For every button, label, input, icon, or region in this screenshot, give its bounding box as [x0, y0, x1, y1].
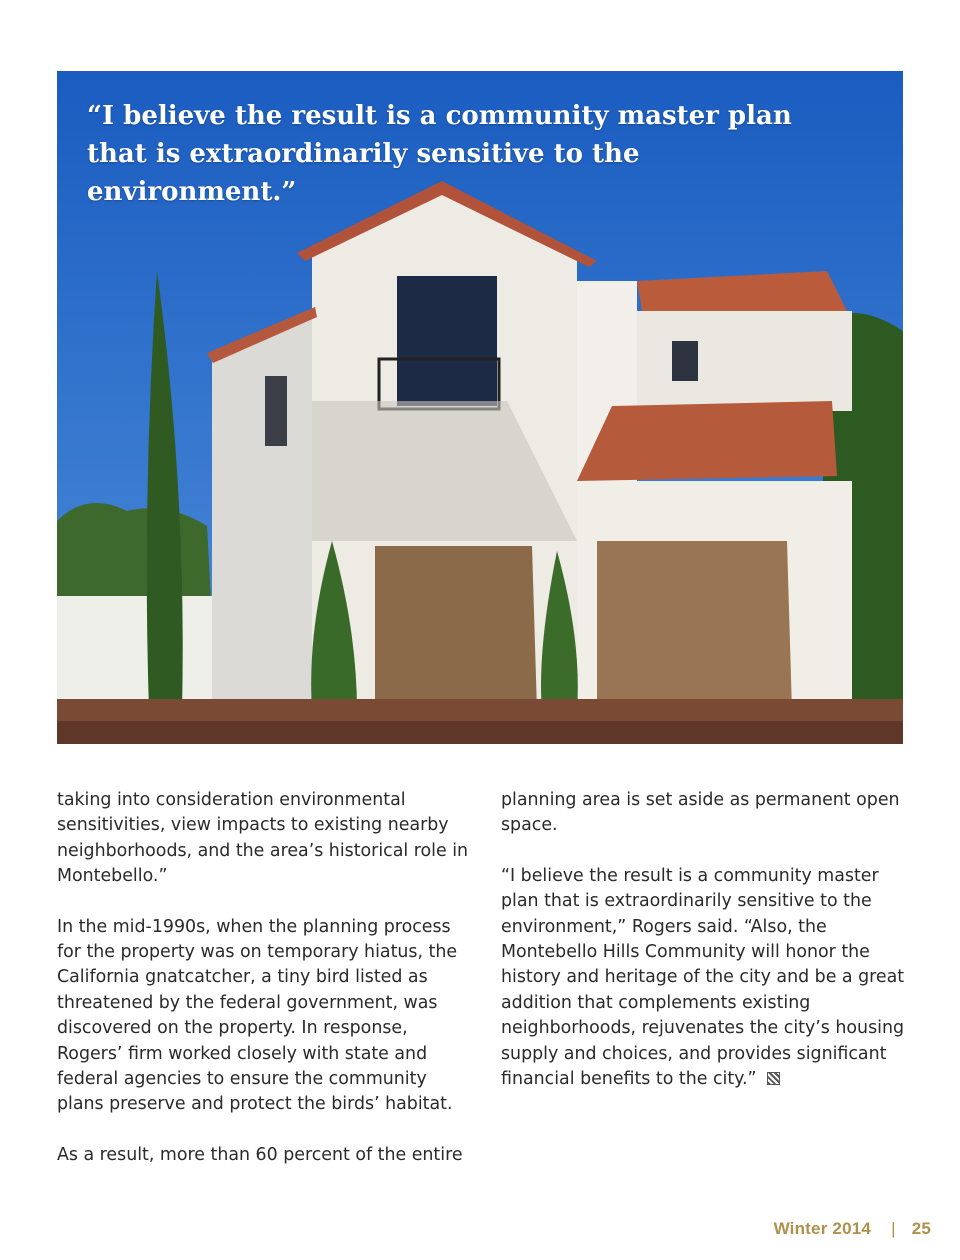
- body-paragraph: As a result, more than 60 percent of the entire: [57, 1144, 463, 1165]
- garden-wall: [57, 596, 217, 706]
- body-paragraph: taking into consideration environmental sensitivities, view impacts to existing nearby neighborhoods, and the area’s historical role in Montebello.”: [57, 790, 469, 887]
- garage-door-right: [597, 541, 792, 711]
- page-number: 25: [911, 1219, 931, 1238]
- issue-label: Winter 2014: [773, 1219, 872, 1238]
- left-window: [265, 376, 287, 446]
- garage-door-left: [375, 546, 537, 711]
- body-paragraph-final: [501, 864, 921, 1093]
- pull-quote: “I believe the result is a community master plan that is extraordinarily sensitive to the environment.”: [87, 101, 792, 207]
- driveway-shade: [57, 721, 903, 744]
- end-of-article-icon: [767, 1072, 780, 1085]
- balcony-window: [397, 276, 497, 406]
- body-paragraph: In the mid-1990s, when the planning process for the property was on temporary hiatus, the California gnatcatcher, a tiny bird listed as threatened by the federal government, was discovered on the property. In response, Rogers’ firm worked closely with state and federal agencies to ensure the community plans preserve and protect the birds’ habitat.: [57, 916, 458, 1115]
- body-paragraph: planning area is set aside as permanent open space.: [501, 790, 900, 836]
- right-column: [501, 788, 921, 1117]
- right-window: [672, 341, 698, 381]
- page-footer: [774, 1219, 931, 1239]
- house-photo: [57, 71, 903, 744]
- left-column: [57, 788, 477, 1193]
- garage-roof: [577, 401, 837, 481]
- house-left-wing: [212, 311, 312, 711]
- final-paragraph-text: “I believe the result is a community master plan that is extraordinarily sensitive to the environment,” Rogers said. “Also, the Montebello Hills Community will honor the history and heritage of the city and be a great addition that complements existing neighborhoods, rejuvenates the city’s housing supply and choices, and provides significant financial benefits to the city.”: [501, 865, 905, 1090]
- footer-separator: |: [891, 1219, 896, 1238]
- house-upper-right: [637, 311, 852, 411]
